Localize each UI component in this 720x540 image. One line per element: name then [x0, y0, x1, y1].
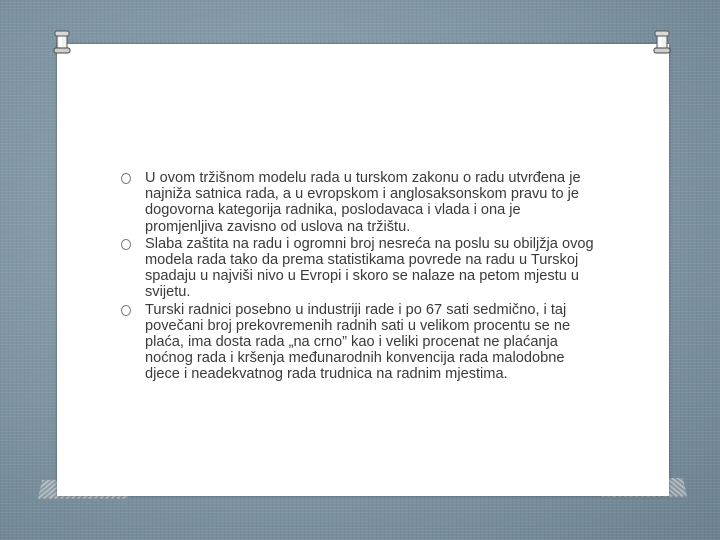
bullet-list — [121, 170, 599, 384]
bullet-text: Turski radnici posebno u industriji rade i po 67 sati sedmično, i taj povečani broj prekovremenih radnih sati u velikom procentu se ne plaća, ima dosta rada „na crno” kao i veliki procenat ne plaćanja noćnog rada i kršenja međunarodnih konvencija rada malodobne djece i neadekvatnog rada trudnica na radnim mjestima. — [145, 301, 571, 383]
bullet-text: Slaba zaštita na radu i ogromni broj nesreća na poslu su obiljžja ovog modela rada tako da prema statistikama povrede na radu u Turskoj spadaju u najviši nivo u Evropi i skoro se nalaze na petom mjestu u svijetu. — [145, 235, 594, 301]
pushpin-icon — [652, 30, 672, 56]
bullet-text: U ovom tržišnom modelu rada u turskom zakonu o radu utvrđena je najniža satnica rada, a u evropskom i anglosaksonskom pravu to je dogovorna kategorija radnika, poslodavaca i vlada i ona je promjenljiva zavisno od uslova na tržištu. — [145, 170, 581, 235]
hollow-circle-bullet-icon — [121, 305, 131, 316]
hollow-circle-bullet-icon — [121, 239, 131, 250]
pushpin-icon — [52, 30, 72, 56]
bullet-item — [121, 236, 599, 301]
bullet-item — [121, 302, 599, 383]
bullet-item — [121, 170, 599, 235]
hollow-circle-bullet-icon — [121, 173, 131, 184]
